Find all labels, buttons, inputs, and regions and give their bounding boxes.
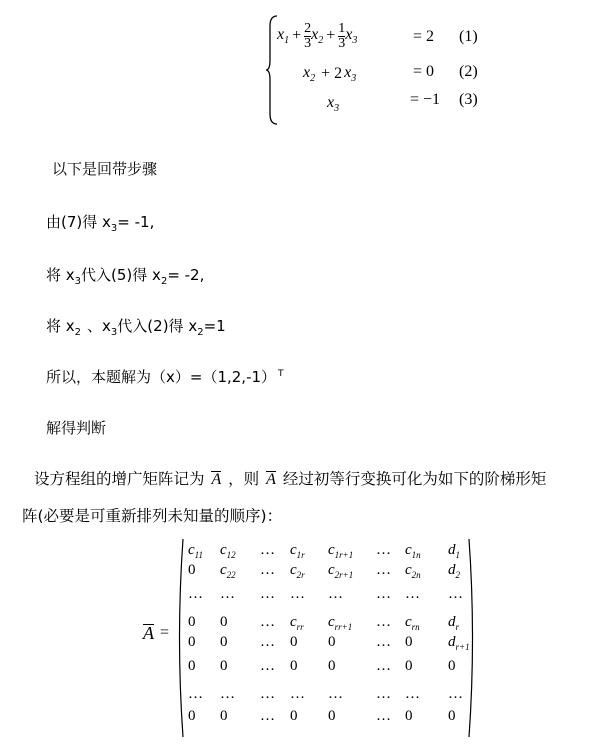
matrix-cell: 0: [405, 634, 413, 650]
matrix-cell: $c_{rn}$: [405, 614, 420, 632]
matrix-cell: …: [448, 686, 463, 702]
var-x1: $x_1$: [277, 25, 290, 47]
matrix-cell: $c_{12}$: [220, 542, 236, 560]
matrix-cell: $c_{2r+1}$: [328, 562, 354, 580]
matrix-cell: …: [220, 686, 235, 702]
matrix-cell: …: [260, 586, 275, 602]
var-x3: $x_3$: [345, 25, 358, 47]
matrix-cell: 0: [405, 708, 413, 724]
matrix-cell: 0: [405, 658, 413, 674]
matrix-cell: 0: [220, 634, 228, 650]
eq2-rhs: = 0: [413, 63, 435, 80]
matrix-cell: 0: [328, 634, 336, 650]
paragraph-line-1: 设方程组的增广矩阵记为 A ，则 A 经过初等行变换可化为如下的阶梯形矩: [34, 470, 547, 488]
matrix-cell: …: [328, 586, 343, 602]
matrix-cell: …: [260, 658, 275, 674]
step-line-3: 将 $x_2$ 、$x_3$代入(2)得 $x_2=1$: [46, 317, 226, 338]
matrix-A-bar: A: [211, 471, 222, 488]
equation-3: $x_3$: [327, 94, 340, 115]
plus-sign: +: [292, 27, 302, 44]
matrix-cell: $d_r$: [448, 614, 460, 632]
matrix-cell: $d_{r+1}$: [448, 634, 470, 652]
matrix-cell: …: [260, 686, 275, 702]
matrix-cell: …: [290, 686, 305, 702]
backsub-heading: 以下是回带步骤: [52, 160, 158, 178]
matrix-cell: 0: [328, 708, 336, 724]
matrix-cell: 0: [290, 634, 298, 650]
fraction-1-3: $\frac{1}{3}$: [338, 20, 346, 51]
matrix-cell: …: [376, 686, 391, 702]
equation-2: $x_2$ + 2 $x_3$: [303, 64, 357, 85]
fraction-2-3: $\frac{2}{3}$: [304, 20, 312, 51]
matrix-cell: …: [405, 586, 420, 602]
matrix-cell: …: [260, 542, 275, 558]
solution-line: 所以，本题解为（x）=（1,2,-1） $^T$: [46, 368, 284, 386]
matrix-cell: …: [376, 614, 391, 630]
matrix-cell: …: [260, 708, 275, 724]
matrix-cell: 0: [188, 614, 196, 630]
matrix-cell: 0: [290, 658, 298, 674]
matrix-cell: …: [376, 542, 391, 558]
eq3-rhs: = −1: [410, 91, 441, 108]
matrix-cell: …: [376, 586, 391, 602]
matrix-cell: …: [376, 708, 391, 724]
matrix-cell: 0: [328, 658, 336, 674]
matrix-cell: $c_{1r+1}$: [328, 542, 354, 560]
matrix-cell: $c_{rr}$: [290, 614, 304, 632]
matrix-cell: …: [448, 586, 463, 602]
equation-system: [265, 14, 495, 126]
matrix-cell: …: [260, 634, 275, 650]
matrix-cell: 0: [188, 634, 196, 650]
matrix-cell: $c_{2n}$: [405, 562, 421, 580]
var-x2: $x_2$: [311, 25, 324, 47]
matrix-cell: 0: [220, 708, 228, 724]
matrix-cell: $c_{11}$: [188, 542, 204, 560]
matrix-cell: 0: [188, 658, 196, 674]
matrix-cell: …: [220, 586, 235, 602]
matrix-cell: $c_{1n}$: [405, 542, 421, 560]
matrix-cell: …: [376, 634, 391, 650]
step-line-2: 将 $x_3$代入(5)得 $x_2= -2$,: [46, 266, 205, 287]
matrix-cell: …: [376, 562, 391, 578]
section-heading: 解得判断: [46, 419, 107, 437]
matrix-cell: …: [290, 586, 305, 602]
echelon-matrix: [140, 536, 490, 741]
equals-sign: =: [160, 624, 170, 641]
matrix-cell: …: [260, 614, 275, 630]
eq3-tag: (3): [459, 91, 478, 108]
matrix-cell: 0: [220, 614, 228, 630]
matrix-cell: …: [188, 686, 203, 702]
matrix-cell: $c_{2r}$: [290, 562, 305, 580]
matrix-cell: …: [188, 586, 203, 602]
plus-sign: +: [326, 27, 336, 44]
matrix-cell: $c_{rr+1}$: [328, 614, 353, 632]
matrix-cell: …: [328, 686, 343, 702]
eq2-tag: (2): [459, 63, 478, 80]
matrix-cell: …: [376, 658, 391, 674]
eq1-rhs: = 2: [413, 28, 435, 45]
matrix-cell: 0: [448, 658, 456, 674]
left-paren-icon: [175, 538, 185, 738]
paragraph-line-2: 阵(必要是可重新排列未知量的顺序)：: [22, 507, 283, 525]
matrix-A-label: A: [143, 623, 154, 643]
matrix-cell: …: [260, 562, 275, 578]
matrix-cell: $c_{1r}$: [290, 542, 305, 560]
matrix-cell: …: [405, 686, 420, 702]
matrix-cell: $d_2$: [448, 562, 460, 580]
matrix-cell: 0: [448, 708, 456, 724]
equation-1: [277, 18, 357, 54]
matrix-cell: $d_1$: [448, 542, 460, 560]
matrix-A-bar: A: [266, 471, 276, 488]
matrix-cell: 0: [220, 658, 228, 674]
step-line-1: 由(7)得 $x_3= -1$,: [46, 213, 155, 234]
matrix-cell: 0: [188, 708, 196, 724]
matrix-cell: $c_{22}$: [220, 562, 236, 580]
matrix-cell: 0: [290, 708, 298, 724]
eq1-tag: (1): [459, 28, 478, 45]
matrix-cell: 0: [188, 562, 196, 578]
